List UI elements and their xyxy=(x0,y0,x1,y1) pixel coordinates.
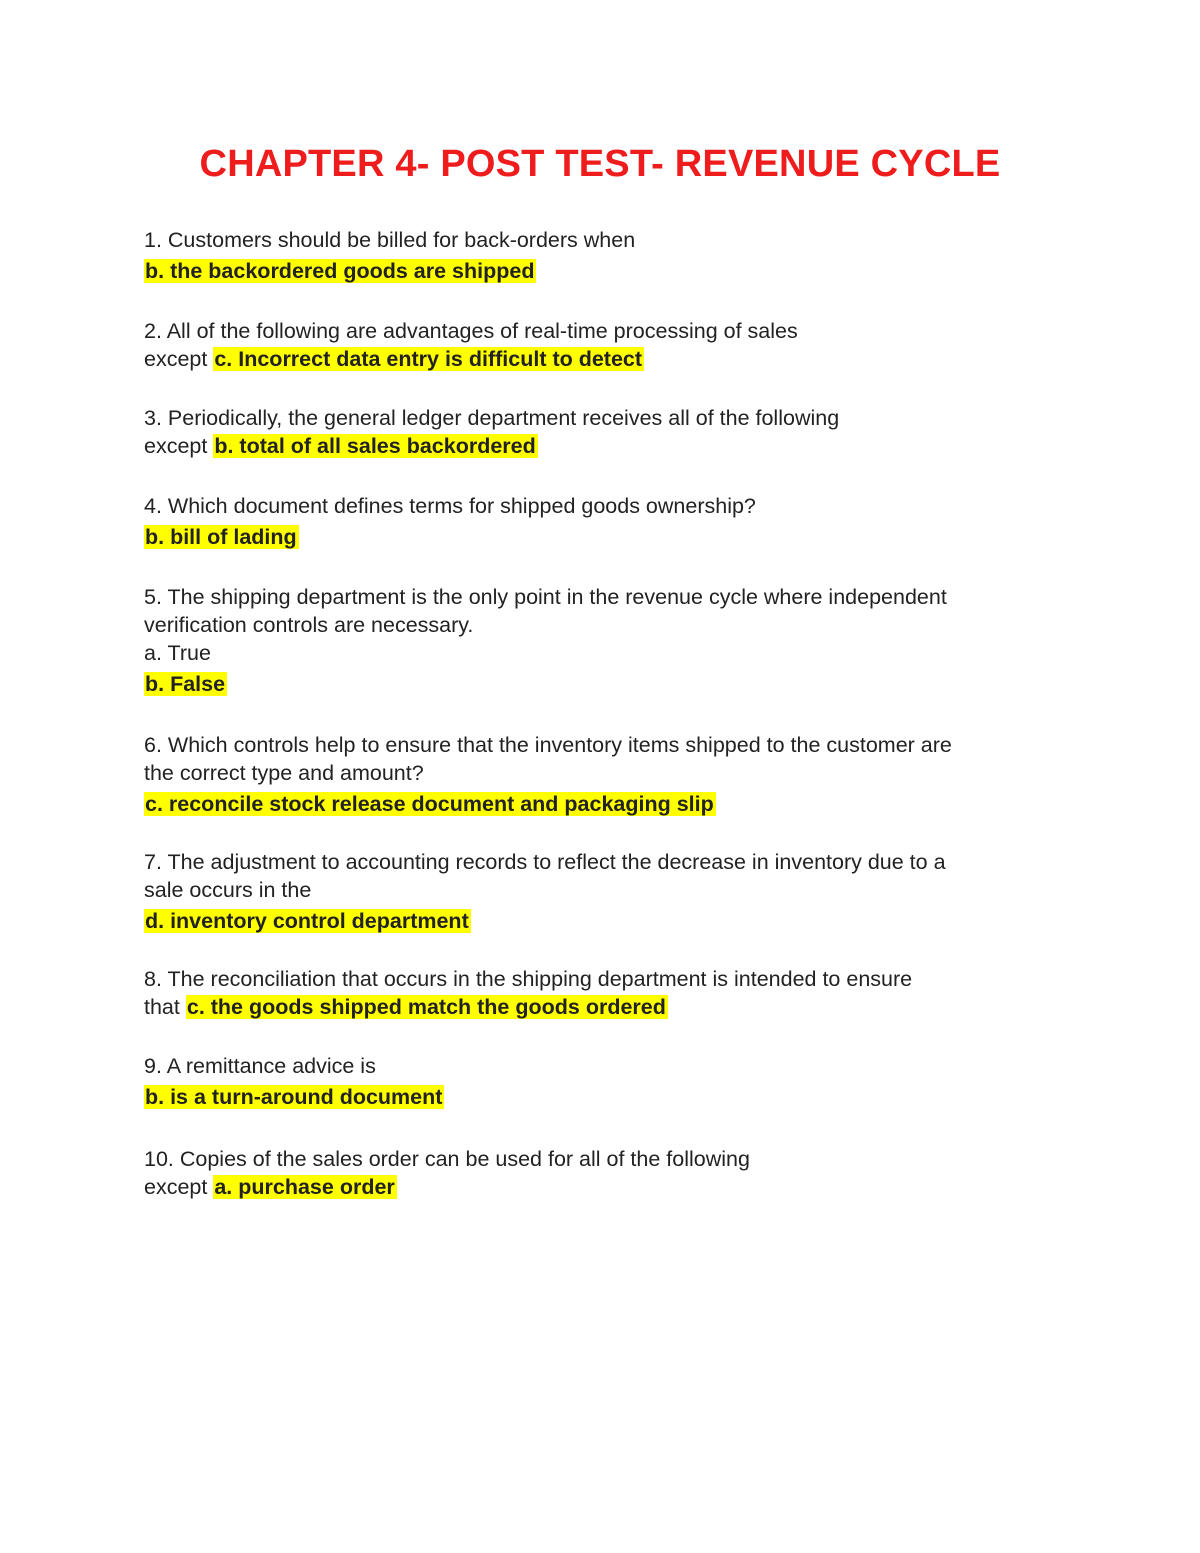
page-title: CHAPTER 4- POST TEST- REVENUE CYCLE xyxy=(199,143,1001,185)
question-7-text-cont: sale occurs in the xyxy=(144,878,312,902)
question-9 xyxy=(144,1052,1044,1111)
question-10-text: 10. Copies of the sales order can be used for all of the following xyxy=(144,1147,750,1171)
question-9-answer: b. is a turn-around document xyxy=(145,1085,443,1109)
question-2-text: 2. All of the following are advantages of real-time processing of sales xyxy=(144,319,798,343)
question-10-answer: a. purchase order xyxy=(214,1175,395,1199)
question-1-text: 1. Customers should be billed for back-orders when xyxy=(144,228,636,252)
question-4-text: 4. Which document defines terms for shipped goods ownership? xyxy=(144,494,756,518)
question-10-prefix: except xyxy=(144,1175,208,1199)
question-5-text-cont: verification controls are necessary. xyxy=(144,613,474,637)
question-6-text-cont: the correct type and amount? xyxy=(144,761,424,785)
question-6-answer: c. reconcile stock release document and packaging slip xyxy=(145,792,714,816)
question-9-text: 9. A remittance advice is xyxy=(144,1054,376,1078)
question-8-prefix: that xyxy=(144,995,180,1019)
question-7-text: 7. The adjustment to accounting records to reflect the decrease in inventory due to a xyxy=(144,850,946,874)
question-4 xyxy=(144,492,1044,551)
question-3-answer: b. total of all sales backordered xyxy=(214,434,536,458)
question-8-answer: c. the goods shipped match the goods ordered xyxy=(186,995,666,1019)
question-2-answer: c. Incorrect data entry is difficult to detect xyxy=(214,347,643,371)
question-5-text: 5. The shipping department is the only point in the revenue cycle where independent xyxy=(144,585,947,609)
question-8-text: 8. The reconciliation that occurs in the shipping department is intended to ensure xyxy=(144,967,913,991)
question-1-answer: b. the backordered goods are shipped xyxy=(145,259,535,283)
question-5-option-a: a. True xyxy=(144,641,211,665)
question-1 xyxy=(144,226,1044,285)
question-6 xyxy=(144,731,1044,818)
question-3-text: 3. Periodically, the general ledger department receives all of the following xyxy=(144,406,840,430)
question-7-answer: d. inventory control department xyxy=(145,909,469,933)
question-6-text: 6. Which controls help to ensure that the inventory items shipped to the customer are xyxy=(144,733,952,757)
question-4-answer: b. bill of lading xyxy=(145,525,297,549)
question-5 xyxy=(144,583,1044,698)
question-2 xyxy=(144,317,1044,373)
question-5-answer: b. False xyxy=(145,672,226,696)
question-3 xyxy=(144,404,1044,460)
question-2-prefix: except xyxy=(144,347,208,371)
question-7 xyxy=(144,848,1044,935)
question-3-prefix: except xyxy=(144,434,208,458)
question-10 xyxy=(144,1145,1044,1201)
question-8 xyxy=(144,965,1044,1021)
